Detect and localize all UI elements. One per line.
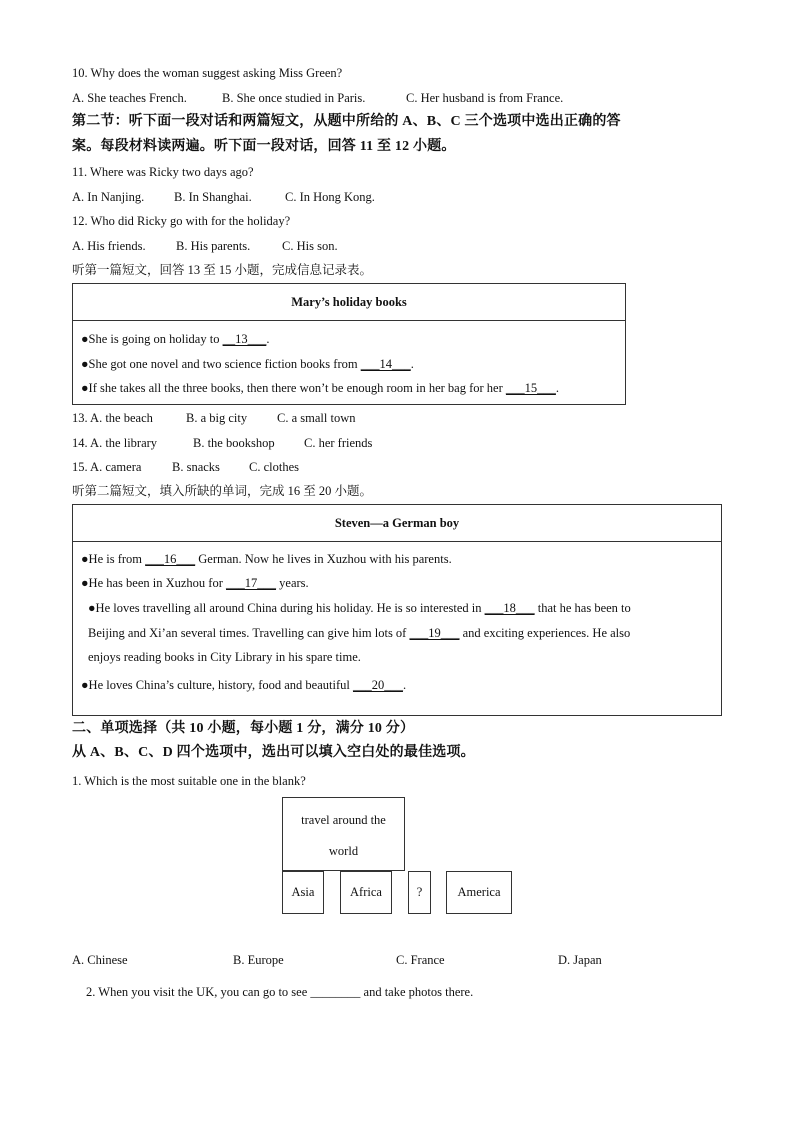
q10-option-b: B. She once studied in Paris. [222, 91, 366, 105]
mc-question-1: 1. Which is the most suitable one in the blank? [72, 774, 306, 788]
q15-option-c: C. clothes [249, 460, 299, 474]
blank-17: ___17___ [226, 576, 277, 590]
q10-option-c: C. Her husband is from France. [406, 91, 564, 105]
question-10: 10. Why does the woman suggest asking Miss Green? [72, 66, 343, 80]
table-2-row-3: ●He loves travelling all around China during his holiday. He is so interested in ___18___ that he has been to [88, 601, 631, 615]
blank-19: ___19___ [409, 626, 460, 640]
blank-14: ___14___ [360, 357, 411, 371]
question-11: 11. Where was Ricky two days ago? [72, 165, 254, 179]
blank-20: ___20___ [352, 678, 403, 692]
table-1-row-1: ●She is going on holiday to __13___. [81, 332, 270, 346]
q12-option-b: B. His parents. [176, 239, 251, 253]
q13-option-b: B. a big city [186, 411, 248, 425]
mc1-option-b: B. Europe [233, 953, 284, 967]
table-2-row-2: ●He has been in Xuzhou for ___17___ years. [81, 576, 309, 590]
part-2-heading: 二、单项选择（共 10 小题，每小题 1 分，满分 10 分） [72, 721, 415, 736]
q15-option-b: B. snacks [172, 460, 220, 474]
part-2-instruction: 从 A、B、C、D 四个选项中，选出可以填入空白处的最佳选项。 [72, 745, 475, 760]
mc-question-2: 2. When you visit the UK, you can go to see ________ and take photos there. [86, 985, 474, 999]
mc1-option-a: A. Chinese [72, 953, 128, 967]
q10-option-a: A. She teaches French. [72, 91, 187, 105]
diagram-cell-africa: Africa [340, 871, 392, 914]
table-2-row-4: Beijing and Xi’an several times. Travelling can give him lots of ___19___ and exciting experiences. He also [88, 626, 631, 640]
table-1-title: Mary’s holiday books [73, 284, 625, 321]
q11-option-b: B. In Shanghai. [174, 190, 252, 204]
q14-option-c: C. her friends [304, 436, 373, 450]
section-2-instruction-line2: 案。每段材料读两遍。听下面一段对话，回答 11 至 12 小题。 [72, 139, 456, 154]
blank-18: ___18___ [484, 601, 535, 615]
q13-option-a: 13. A. the beach [72, 411, 153, 425]
diagram-root-box: travel around the world [282, 797, 405, 871]
passage-2-intro: 听第二篇短文，填入所缺的单词，完成 16 至 20 小题。 [72, 484, 373, 498]
passage-1-intro: 听第一篇短文，回答 13 至 15 小题，完成信息记录表。 [72, 263, 373, 277]
q11-option-a: A. In Nanjing. [72, 190, 145, 204]
q14-option-a: 14. A. the library [72, 436, 158, 450]
diagram-cell-asia: Asia [282, 871, 324, 914]
q13-option-c: C. a small town [277, 411, 356, 425]
mc1-option-d: D. Japan [558, 953, 602, 967]
q12-option-a: A. His friends. [72, 239, 146, 253]
table-1-row-3: ●If she takes all the three books, then there won’t be enough room in her bag for her ___15___. [81, 381, 560, 395]
table-1-row-2: ●She got one novel and two science fiction books from ___14___. [81, 357, 414, 371]
q15-option-a: 15. A. camera [72, 460, 142, 474]
mc1-option-c: C. France [396, 953, 445, 967]
q12-option-c: C. His son. [282, 239, 338, 253]
q11-option-c: C. In Hong Kong. [285, 190, 375, 204]
table-2-row-5: enjoys reading books in City Library in his spare time. [88, 650, 361, 664]
blank-13: __13___ [222, 332, 267, 346]
question-12: 12. Who did Ricky go with for the holiday? [72, 214, 291, 228]
table-2-row-1: ●He is from ___16___ German. Now he lives in Xuzhou with his parents. [81, 552, 452, 566]
diagram-cell-blank: ? [408, 871, 431, 914]
blank-15: ___15___ [505, 381, 556, 395]
section-2-instruction-line1: 第二节：听下面一段对话和两篇短文，从题中所给的 A、B、C 三个选项中选出正确的答 [72, 114, 621, 129]
diagram-cell-america: America [446, 871, 512, 914]
blank-16: ___16___ [145, 552, 196, 566]
table-2-title: Steven—a German boy [73, 505, 721, 542]
marys-holiday-books-table [72, 283, 626, 405]
table-2-row-6: ●He loves China’s culture, history, food and beautiful ___20___. [81, 678, 407, 692]
steven-german-boy-table [72, 504, 722, 716]
mc2-blank: ________ [310, 985, 361, 999]
q14-option-b: B. the bookshop [193, 436, 275, 450]
